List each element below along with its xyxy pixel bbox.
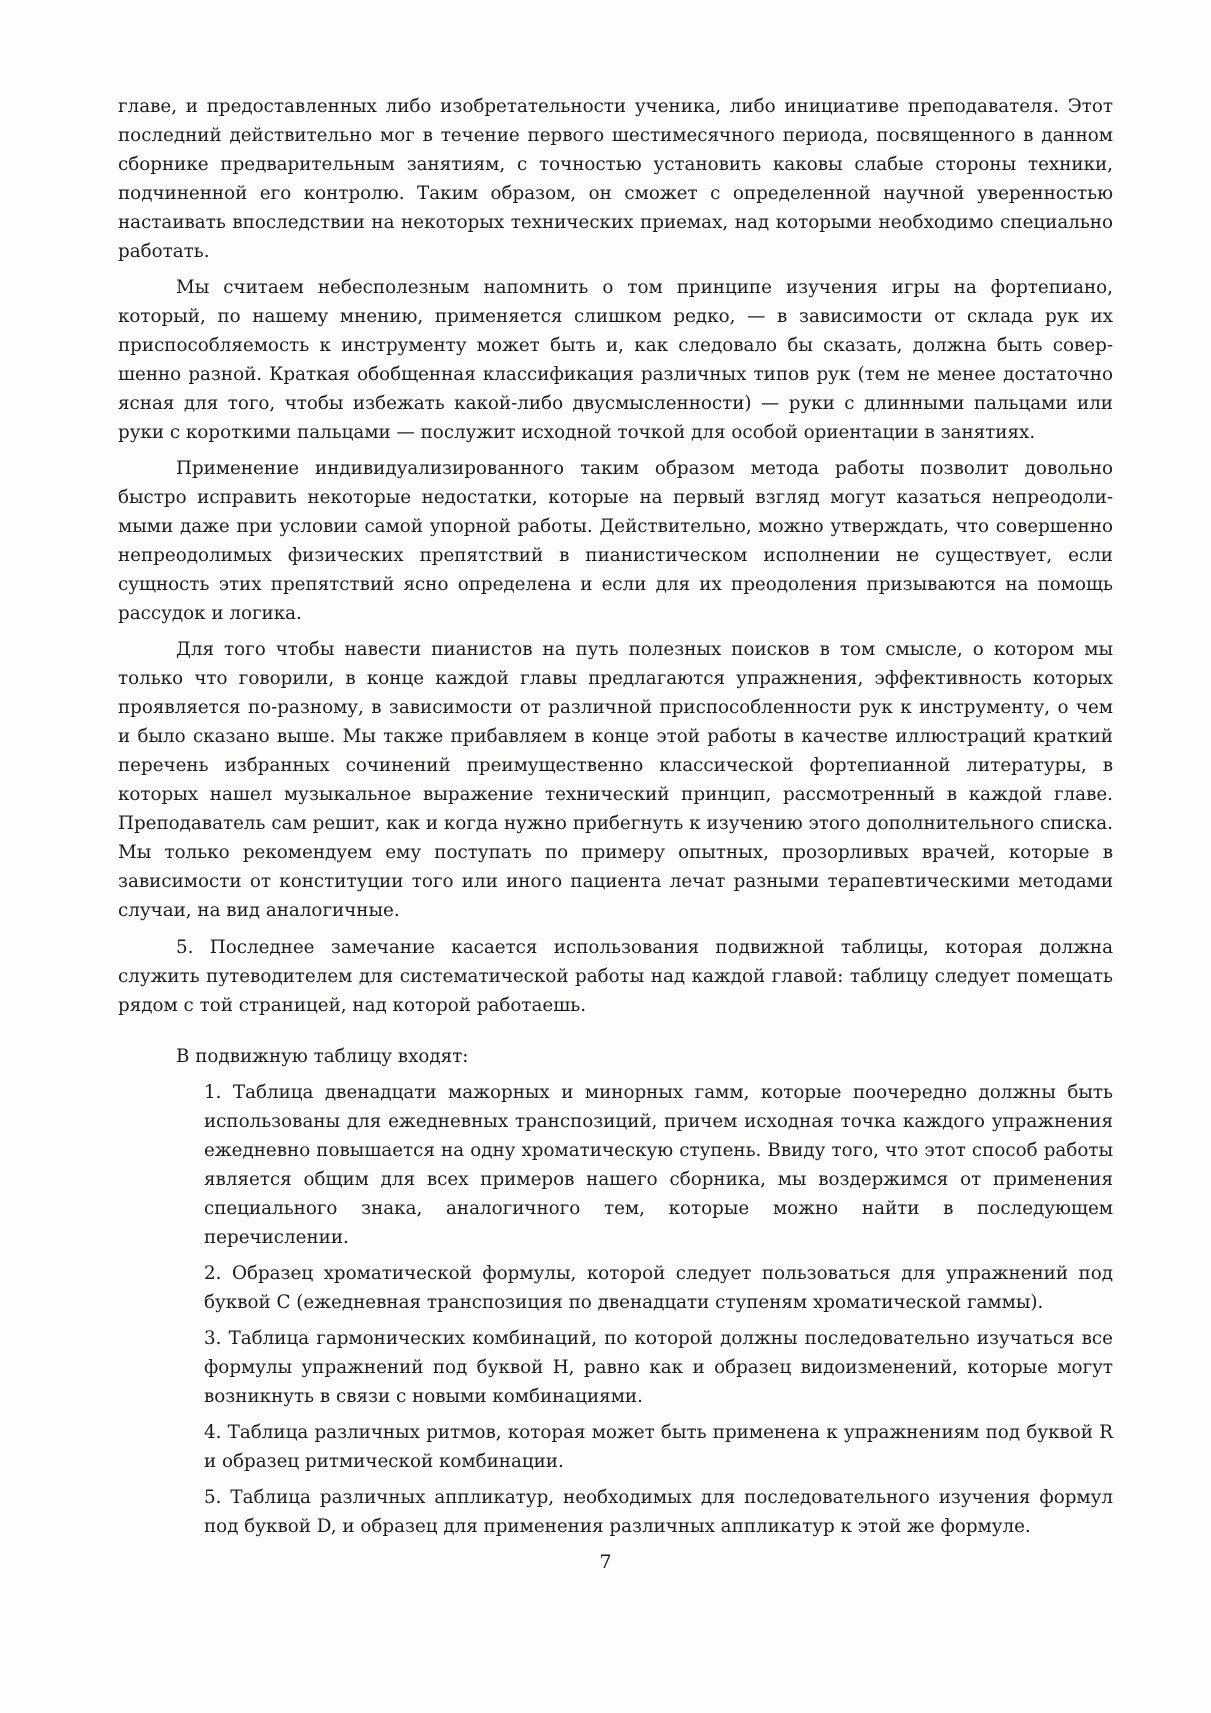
paragraph-continuation: главе, и предоставленных либо изобретательности ученика, либо инициативе преподавателя. Этот последний действительно мог в течение первого шестимесячного периода, посвященного в данном сборнике предварительным занятиям, с точностью установить каковы слабые стороны техники, подчиненной его контролю. Таким образом, он сможет с определенной научной уверенностью настаивать впоследствии на некоторых технических приемах, над которыми необходимо специально работать. bbox=[118, 96, 1113, 262]
paragraph-individual-method: Применение индивидуализированного таким образом метода работы позволит довольно быстро исправить некоторые недостатки, которые на первый взгляд могут казаться непреодолимыми даже при условии самой упорной работы. Действительно, можно утверждать, что совершенно непреодолимых физических препятствий в пианистическом исполнении не существует, если сущность этих препятствий ясно определена и если для их преодоления призываются на помощь рассудок и логика. bbox=[118, 458, 1113, 624]
list-item: 1. Таблица двенадцати мажорных и минорных гамм, которые поочередно должны быть использованы для ежедневных транспозиций, причем исходная точка каждого упражнения ежедневно повышается на одну хроматическую ступень. Ввиду того, что этот способ работы является общим для всех примеров нашего сборника, мы воздержимся от применения специального знака, аналогичного тем, которые можно найти в последующем перечислении. bbox=[204, 1082, 1113, 1248]
paragraph-exercises: Для того чтобы навести пианистов на путь полезных поисков в том смысле, о котором мы только что говорили, в конце каждой главы предлагаются упражнения, эффективность которых проявляется по-разному, в зависимости от различной приспособленности рук к инструменту, о чем и было сказано выше. Мы также прибавляем в конце этой работы в качестве иллюстраций краткий перечень избранных сочинений преимущественно классической фортепианной литературы, в которых нашел музыкальное выражение технический принцип, рассмотренный в каждой главе. Преподаватель сам решит, как и когда нужно прибегнуть к изучению этого дополнительного списка. Мы только рекомендуем ему поступать по примеру опытных, прозорливых врачей, которые в зависимости от конституции того или иного пациента лечат разными терапевтическими методами случаи, на вид аналогичные. bbox=[118, 639, 1113, 921]
table-contents-list bbox=[118, 1078, 1113, 1541]
list-item: 5. Таблица различных аппликатур, необходимых для последовательного изучения формул под буквой D, и образец для применения различных аппликатур к этой же формуле. bbox=[204, 1487, 1113, 1537]
list-intro: В подвижную таблицу входят: bbox=[176, 1046, 469, 1067]
list-item: 2. Образец хроматической формулы, которой следует пользоваться для упражнений под буквой С (ежедневная транспозиция по двенадцати ступеням хроматической гаммы). bbox=[204, 1263, 1113, 1313]
body-text bbox=[118, 92, 1113, 1548]
list-item: 3. Таблица гармонических комбинаций, по которой должны последовательно изучаться все формулы упражнений под буквой Н, равно как и образец видоизменений, которые могут возникнуть в связи с новыми комбинациями. bbox=[204, 1328, 1113, 1407]
paragraph-hand-types: Мы считаем небесполезным напомнить о том принципе изучения игры на фортепиано, который, по нашему мнению, применяется слишком редко, — в зависимости от склада рук их приспособляемость к инструменту может быть и, как следовало бы сказать, должна быть совершенно разной. Краткая обобщенная классификация различных типов рук (тем не менее достаточно ясная для того, чтобы избежать какой-либо двусмысленности) — руки с длинными пальцами или руки с короткими пальцами — послужит исходной точкой для особой ориентации в занятиях. bbox=[118, 277, 1113, 443]
paragraph-movable-table: 5. Последнее замечание касается использования подвижной таблицы, которая должна служить путеводителем для систематической работы над каждой главой: таблицу следует помещать рядом с той страницей, над которой работаешь. bbox=[118, 937, 1113, 1016]
page-number: 7 bbox=[599, 1551, 612, 1573]
list-item: 4. Таблица различных ритмов, которая может быть применена к упражнениям под буквой R и образец ритмической комбинации. bbox=[204, 1422, 1113, 1472]
